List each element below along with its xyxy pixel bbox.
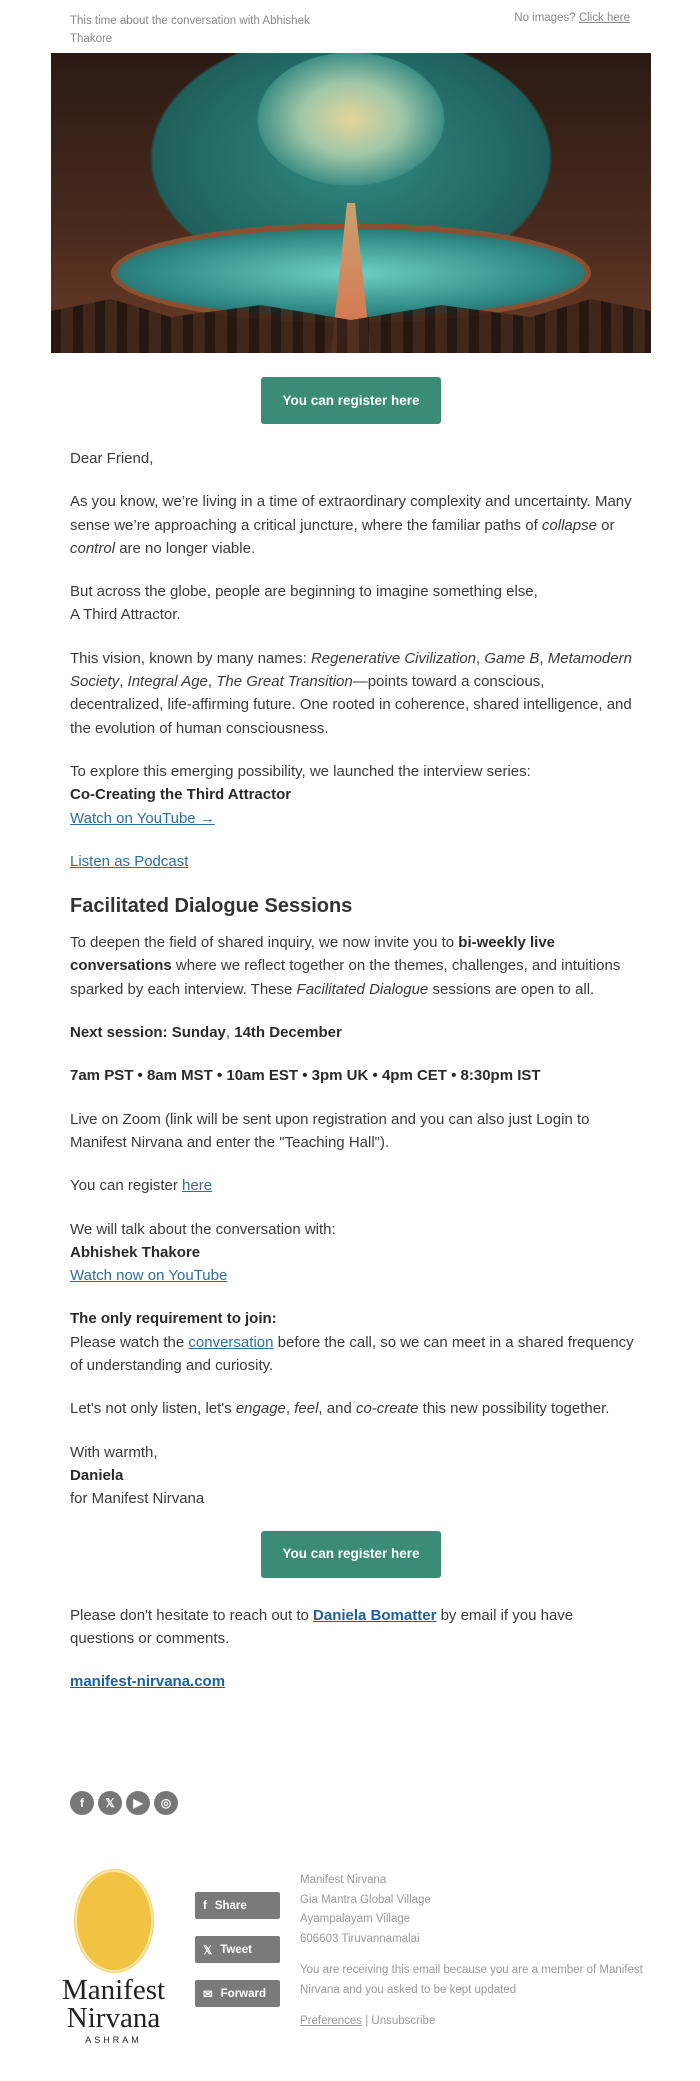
intro-paragraph: As you know, we’re living in a time of extraordinary complexity and uncertainty. Many sense we’re approaching a critical juncture, where the familiar paths of collapse or control are no longer viable.	[70, 493, 632, 557]
youtube-icon[interactable]: ▶	[126, 1791, 150, 1815]
sun-icon	[75, 1870, 153, 1972]
envelope-icon: ✉	[203, 1988, 213, 2001]
contact-email-link[interactable]: Daniela Bomatter	[313, 1606, 437, 1624]
next-session: Next session: Sunday, 14th December	[70, 1024, 342, 1042]
third-attractor-paragraph: But across the globe, people are beginning to imagine something else, A Third Attractor.	[70, 583, 538, 624]
register-button-bottom[interactable]: You can register here	[261, 1531, 441, 1578]
instagram-icon[interactable]: ◎	[154, 1791, 178, 1815]
guest-name: Abhishek Thakore	[70, 1243, 201, 1261]
email-body	[70, 447, 635, 1713]
series-paragraph: To explore this emerging possibility, we launched the interview series: Co-Creating the Third Attractor Watch on YouTube →	[70, 762, 531, 827]
no-images-label: No images?	[514, 12, 576, 24]
website-link[interactable]: manifest-nirvana.com	[70, 1673, 226, 1691]
click-here-link[interactable]: Click here	[578, 12, 630, 24]
watch-now-youtube-link[interactable]: Watch now on YouTube	[70, 1267, 228, 1285]
no-images-notice	[514, 12, 630, 24]
manifest-nirvana-logo: Manifest Nirvana ASHRAM	[56, 1870, 171, 2045]
session-times: 7am PST • 8am MST • 10am EST • 3pm UK • 4pm CET • 8:30pm IST	[70, 1067, 541, 1085]
unsubscribe-link[interactable]: Unsubscribe	[371, 2015, 436, 2027]
watch-youtube-link[interactable]: Watch on YouTube →	[70, 809, 215, 827]
closing-paragraph: Let's not only listen, let's engage, feel, and co-create this new possibility together.	[70, 1400, 610, 1418]
dialogue-paragraph: To deepen the field of shared inquiry, we now invite you to bi-weekly live conversations where we reflect together on the themes, challenges, and intuitions sparked by each interview. These Facilitated Dialogue sessions are open to all.	[70, 934, 621, 998]
conversation-link[interactable]: conversation	[188, 1333, 274, 1351]
x-icon: 𝕏	[203, 1944, 213, 1957]
zoom-info: Live on Zoom (link will be sent upon registration and you can also just Login to Manifest Nirvana and enter the "Teaching Hall").	[70, 1110, 590, 1151]
greeting: Dear Friend,	[70, 450, 154, 467]
facebook-icon[interactable]: f	[70, 1791, 94, 1815]
footer-address: Manifest Nirvana Gia Mantra Global Village Ayampalayam Village 606603 Tiruvannamalai You are receiving this email because you are a member of Manifest Nirvana and you asked to be kept updated Preferences | Unsubscribe	[300, 1871, 660, 2032]
talk-paragraph: We will talk about the conversation with: Abhishek Thakore Watch now on YouTube	[70, 1220, 336, 1285]
preferences-link[interactable]: Preferences	[300, 2015, 363, 2027]
x-icon[interactable]: 𝕏	[98, 1791, 122, 1815]
forward-button[interactable]: ✉ Forward	[195, 1980, 280, 2007]
tweet-button[interactable]: 𝕏 Tweet	[195, 1936, 280, 1963]
facebook-icon: f	[203, 1899, 207, 1912]
register-line: You can register here	[70, 1177, 213, 1195]
subscription-note: You are receiving this email because you are a member of Manifest Nirvana and you asked to be kept updated	[300, 1964, 643, 1996]
series-title: Co-Creating the Third Attractor	[70, 786, 292, 804]
signature: With warmth, Daniela for Manifest Nirvana	[70, 1443, 205, 1508]
social-links	[70, 1791, 178, 1815]
share-button[interactable]: f Share	[195, 1892, 280, 1919]
section-heading: Facilitated Dialogue Sessions	[70, 895, 353, 918]
register-here-link[interactable]: here	[182, 1177, 213, 1195]
hero-image	[51, 53, 651, 353]
preheader-text: This time about the conversation with Abhishek Thakore	[70, 15, 310, 45]
register-button-top[interactable]: You can register here	[261, 377, 441, 424]
vision-paragraph: This vision, known by many names: Regenerative Civilization, Game B, Metamodern Society, Integral Age, The Great Transition—points toward a conscious, decentralized, life-affirming future. One rooted in coherence, shared intelligence, and the evolution of human consciousness.	[70, 649, 632, 737]
podcast-link[interactable]: Listen as Podcast	[70, 852, 189, 870]
contact-paragraph: Please don't hesitate to reach out to Daniela Bomatter by email if you have questions or comments.	[70, 1606, 574, 1647]
requirement-paragraph: The only requirement to join: Please watch the conversation before the call, so we can meet in a shared frequency of understanding and curiosity.	[70, 1310, 634, 1375]
